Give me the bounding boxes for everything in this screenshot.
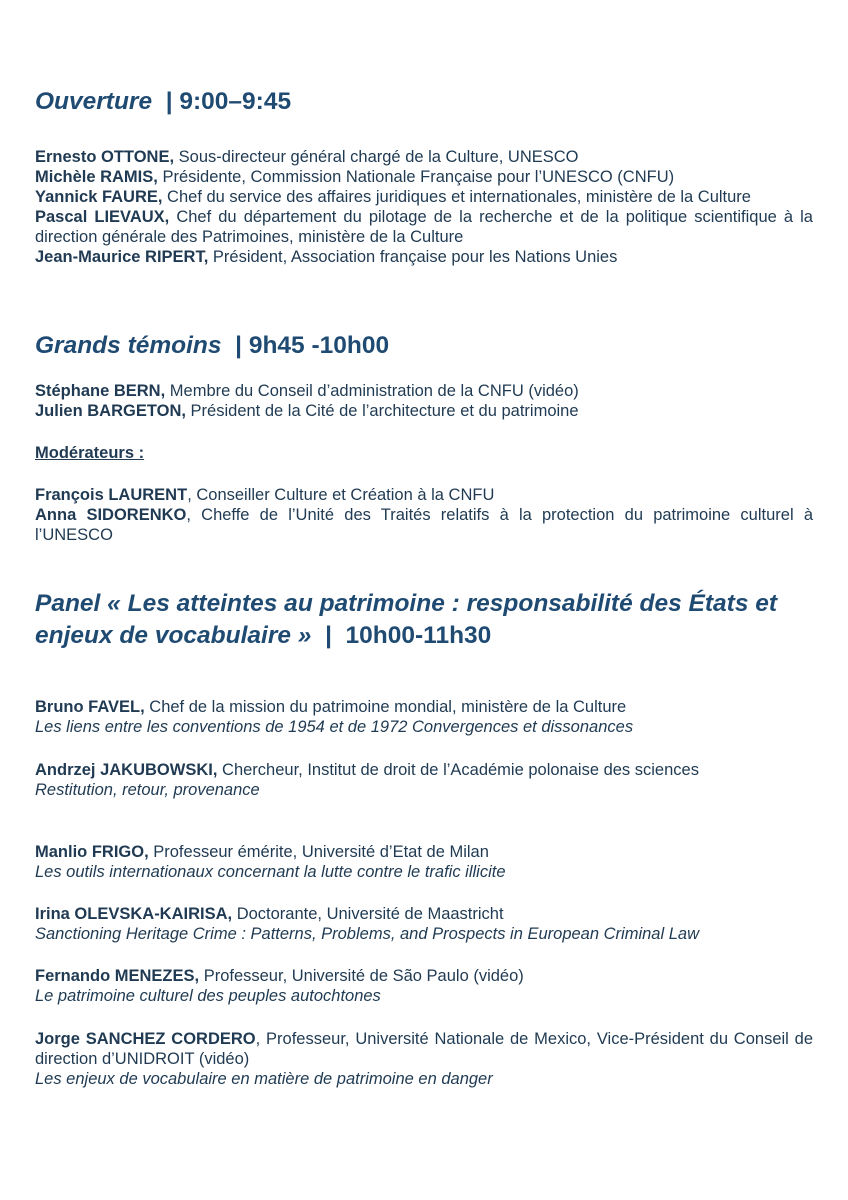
panel-speaker: Jorge SANCHEZ CORDERO, Professeur, Université Nationale de Mexico, Vice-Président du Conseil de direction d’UNIDROIT (vidéo) Les enjeux de vocabulaire en matière de patrimoine en danger (35, 1030, 813, 1088)
talk-title: Sanctioning Heritage Crime : Patterns, Problems, and Prospects in European Criminal Law (35, 925, 699, 943)
section-time: 10h00-11h30 (345, 622, 492, 649)
talk-title: Les liens entre les conventions de 1954 et de 1972 Convergences et dissonances (35, 718, 634, 736)
talk-title: Les outils internationaux concernant la lutte contre le trafic illicite (35, 863, 506, 881)
temoins-speakers (35, 381, 813, 421)
section-time: 9:00–9:45 (179, 88, 292, 115)
section-time: 9h45 -10h00 (248, 332, 390, 359)
section-temoins (35, 330, 813, 362)
panel-speaker: Fernando MENEZES, Professeur, Université de São Paulo (vidéo) Le patrimoine culturel des peuples autochtones (35, 966, 813, 1006)
speaker: Stéphane BERN, Membre du Conseil d’administration de la CNFU (vidéo) (35, 382, 579, 400)
moderators-heading: Modérateurs : (35, 444, 145, 462)
section-ouverture (35, 86, 813, 118)
panel-speaker: Andrzej JAKUBOWSKI, Chercheur, Institut de droit de l’Académie polonaise des sciences Restitution, retour, provenance (35, 760, 813, 800)
speaker: Yannick FAURE, Chef du service des affaires juridiques et internationales, ministère de la Culture (35, 188, 751, 206)
section-title: Panel « Les atteintes au patrimoine : responsabilité des États et enjeux de vocabulaire » | 10h00-11h30 (35, 590, 778, 649)
moderator: François LAURENT, Conseiller Culture et Création à la CNFU (35, 486, 495, 504)
talk-title: Restitution, retour, provenance (35, 781, 260, 799)
speaker: Ernesto OTTONE, Sous-directeur général chargé de la Culture, UNESCO (35, 148, 579, 166)
ouverture-speakers (35, 147, 813, 267)
panel-speaker: Manlio FRIGO, Professeur émérite, Université d’Etat de Milan Les outils internationaux concernant la lutte contre le trafic illicite (35, 842, 813, 882)
speaker: Julien BARGETON, Président de la Cité de l’architecture et du patrimoine (35, 402, 579, 420)
moderators-list (35, 485, 813, 545)
section-title: Grands témoins | 9h45 -10h00 (35, 332, 390, 359)
panel-speaker: Bruno FAVEL, Chef de la mission du patrimoine mondial, ministère de la Culture Les liens entre les conventions de 1954 et de 1972 Convergences et dissonances (35, 697, 813, 737)
section-panel (35, 588, 813, 652)
speaker: Michèle RAMIS, Présidente, Commission Nationale Française pour l’UNESCO (CNFU) (35, 168, 675, 186)
moderator: Anna SIDORENKO, Cheffe de l’Unité des Traités relatifs à la protection du patrimoine culturel à l’UNESCO (35, 506, 813, 544)
speaker: Jean-Maurice RIPERT, Président, Association française pour les Nations Unies (35, 248, 618, 266)
section-title: Ouverture | 9:00–9:45 (35, 88, 292, 115)
panel-speaker: Irina OLEVSKA-KAIRISA, Doctorante, Université de Maastricht Sanctioning Heritage Crime : Patterns, Problems, and Prospects in European Criminal Law (35, 904, 813, 944)
talk-title: Le patrimoine culturel des peuples autochtones (35, 987, 381, 1005)
talk-title: Les enjeux de vocabulaire en matière de patrimoine en danger (35, 1070, 493, 1088)
speaker: Pascal LIEVAUX, Chef du département du pilotage de la recherche et de la politique scientifique à la direction générale des Patrimoines, ministère de la Culture (35, 208, 813, 246)
